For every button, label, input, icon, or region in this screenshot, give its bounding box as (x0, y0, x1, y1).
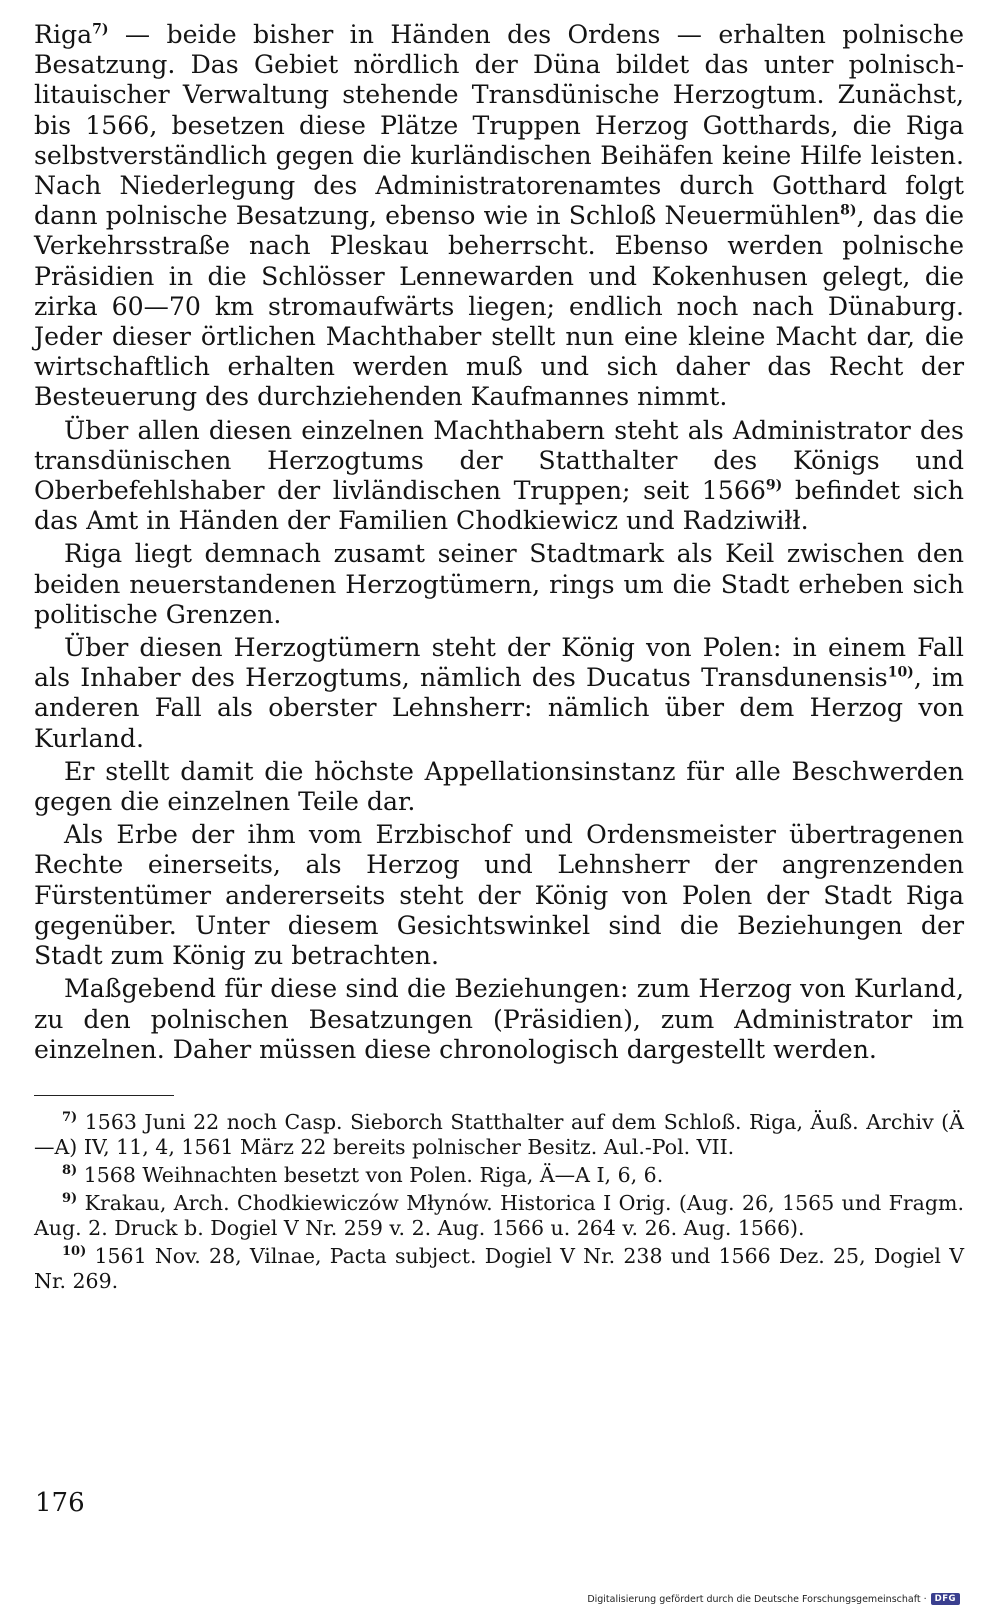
paragraph-text: — beide bisher in Händen des Ordens — erhalten polnische Besatzung. Das Gebiet nördlich der Düna bildet das unter polnisch-litauischer Verwaltung stehende Transdünische Herzogtum. Zunächst, bis 1566, besetzen diese Plätze Truppen Herzog Gotthards, die Riga selbstverständlich gegen die kurländischen Beihäfen keine Hilfe leisten. Nach Niederlegung des Administratorenamtes durch Gotthard folgt dann polnische Besatzung, ebenso wie in Schloß Neuermühlen (34, 20, 964, 231)
paragraph (34, 757, 964, 817)
paragraph-text: Er stellt damit die höchste Appellationsinstanz für alle Beschwerden gegen die einzelnen Teile dar. (34, 756, 964, 817)
footnote-mark: 7) (62, 1110, 78, 1126)
dfg-logo: DFG (931, 1593, 960, 1605)
paragraph-text: befindet sich das Amt in Händen der Familien Chodkiewicz und Radziwiłł. (34, 476, 964, 536)
footnote-text: Krakau, Arch. Chodkiewiczów Młynów. Historica I Orig. (Aug. 26, 1565 und Fragm. Aug. 2. Druck b. Dogiel V Nr. 259 v. 2. Aug. 1566 u. 264 v. 26. Aug. 1566). (34, 1190, 964, 1240)
paragraph-text: , das die Verkehrsstraße nach Pleskau beherrscht. Ebenso werden polnische Präsidien in die Schlösser Lennewarden und Kokenhusen gelegt, die zirka 60—70 km stromaufwärts liegen; endlich noch nach Dünaburg. Jeder dieser örtlichen Machthaber stellt nun eine kleine Macht dar, die wirtschaftlich erhalten werden muß und sich daher das Recht der Besteuerung des durchziehenden Kaufmannes nimmt. (34, 201, 965, 412)
footnote-divider (34, 1095, 174, 1096)
paragraph (34, 974, 964, 1065)
page-number: 176 (35, 1488, 85, 1518)
footnotes (34, 1110, 964, 1294)
digitization-credit (587, 1593, 960, 1605)
paragraph (34, 20, 964, 413)
paragraph (34, 416, 964, 537)
paragraph-text: Über allen diesen einzelnen Machthabern steht als Administrator des transdünischen Herzogtums der Statthalter des Königs und Oberbefehlshaber der livländischen Truppen; seit 1566 (34, 415, 964, 506)
paragraph (34, 633, 964, 754)
credit-text: Digitalisierung gefördert durch die Deutsche Forschungsgemeinschaft · (587, 1593, 927, 1605)
footnote-mark: 9) (62, 1191, 78, 1207)
footnote (34, 1191, 964, 1241)
paragraph-text: Als Erbe der ihm vom Erzbischof und Ordensmeister übertragenen Rechte einerseits, als Herzog und Lehnsherr der angrenzenden Fürstentümer andererseits steht der König von Polen der Stadt Riga gegenüber. Unter diesem Gesichtswinkel sind die Beziehungen der Stadt zum König zu betrachten. (34, 820, 964, 971)
paragraph-text: , im anderen Fall als oberster Lehnsherr: nämlich über dem Herzog von Kurland. (34, 663, 965, 753)
paragraph-text: Riga (34, 20, 93, 49)
footnote-text: 1561 Nov. 28, Vilnae, Pacta subject. Dogiel V Nr. 238 und 1566 Dez. 25, Dogiel V Nr. 269. (34, 1243, 964, 1293)
paragraph (34, 820, 964, 971)
footnote-reference: 10) (887, 664, 914, 681)
main-text (34, 20, 964, 1065)
footnote (34, 1110, 964, 1160)
paragraph-text: Riga liegt demnach zusamt seiner Stadtmark als Keil zwischen den beiden neuerstandenen Herzogtümern, rings um die Stadt erheben sich politische Grenzen. (34, 539, 964, 629)
paragraph-text: Über diesen Herzogtümern steht der König von Polen: in einem Fall als Inhaber des Herzogtums, nämlich des Ducatus Transdunensis (34, 633, 964, 693)
page-body (34, 20, 964, 1297)
footnote-text: 1568 Weihnachten besetzt von Polen. Riga, Ä—A I, 6, 6. (77, 1162, 664, 1187)
footnote-reference: 7) (92, 21, 109, 38)
footnote-mark: 10) (62, 1244, 87, 1260)
footnote (34, 1244, 964, 1294)
footnote (34, 1163, 964, 1188)
paragraph-text: Maßgebend für diese sind die Beziehungen: zum Herzog von Kurland, zu den polnischen Besatzungen (Präsidien), zum Administrator im einzelnen. Daher müssen diese chronologisch dargestellt werden. (34, 974, 964, 1064)
footnote-text: 1563 Juni 22 noch Casp. Sieborch Statthalter auf dem Schloß. Riga, Äuß. Archiv (Ä—A) IV, 11, 4, 1561 März 22 bereits polnischer Besitz. Aul.-Pol. VII. (34, 1109, 964, 1159)
footnote-mark: 8) (62, 1163, 78, 1179)
footnote-reference: 8) (840, 202, 857, 219)
paragraph (34, 539, 964, 630)
footnote-reference: 9) (765, 477, 783, 494)
